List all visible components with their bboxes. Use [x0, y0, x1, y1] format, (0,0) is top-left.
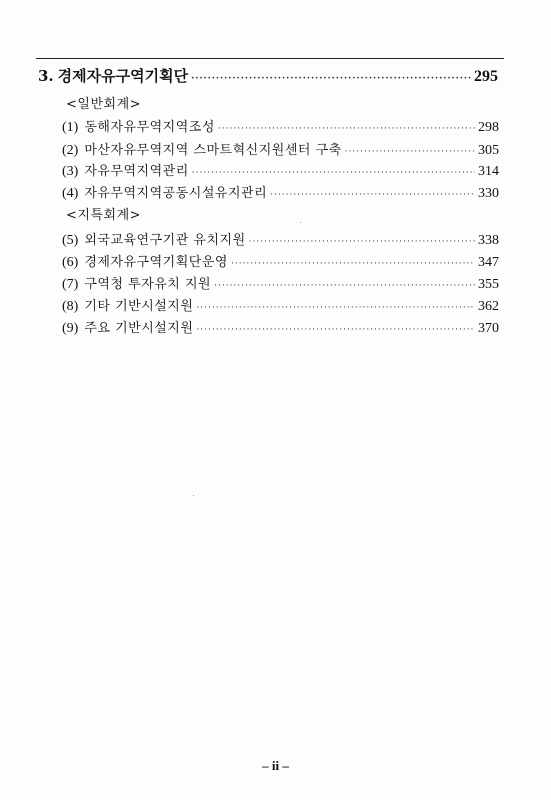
dot-leader	[196, 326, 475, 335]
dot-leader	[196, 304, 475, 313]
entry-title: 마산자유무역지역 스마트혁신지원센터 구축	[84, 143, 342, 158]
toc-entry[interactable]	[62, 295, 499, 315]
entry-title: 동해자유무역지역조성	[84, 120, 215, 135]
entry-number: (7)	[62, 277, 79, 292]
entry-page-number: 330	[478, 186, 499, 201]
entry-title: 기타 기반시설지원	[84, 299, 194, 314]
entry-number: (4)	[62, 186, 79, 201]
entry-page-number: 370	[478, 321, 499, 336]
page-footer-number: – ii –	[262, 758, 289, 773]
toc-entry[interactable]	[62, 317, 499, 337]
entry-number: (3)	[62, 164, 79, 179]
group-label-special-account: <지특회계>	[66, 208, 142, 223]
entry-title: 자유무역지역공동시설유지관리	[84, 186, 268, 201]
toc-entry[interactable]	[62, 273, 499, 293]
entry-title: 구역청 투자유치 지원	[84, 277, 212, 292]
entry-title: 자유무역지역관리	[84, 164, 189, 179]
dot-leader	[231, 260, 475, 269]
chapter-title: 경제자유구역기획단	[57, 67, 189, 85]
dot-leader	[345, 148, 475, 157]
entry-page-number: 338	[478, 233, 499, 248]
entry-page-number: 298	[478, 120, 499, 135]
dot-leader	[218, 125, 475, 134]
entry-title: 경제자유구역기획단운영	[84, 255, 228, 270]
toc-entry[interactable]	[62, 116, 499, 136]
chapter-page-number: 295	[474, 68, 498, 85]
entry-page-number: 305	[478, 143, 499, 158]
top-rule	[36, 58, 504, 59]
entry-number: (5)	[62, 233, 79, 248]
dot-leader	[270, 191, 475, 200]
entry-page-number: 355	[478, 277, 499, 292]
entry-number: (1)	[62, 120, 79, 135]
chapter-entry[interactable]	[38, 65, 498, 86]
dot-leader	[249, 238, 475, 247]
entry-title: 외국교육연구기관 유치지원	[84, 233, 246, 248]
dot-leader	[214, 282, 475, 291]
toc-entry[interactable]	[62, 139, 499, 159]
entry-page-number: 362	[478, 299, 499, 314]
entry-number: (9)	[62, 321, 79, 336]
entry-number: (6)	[62, 255, 79, 270]
toc-entry[interactable]	[62, 160, 499, 180]
entry-number: (2)	[62, 143, 79, 158]
scan-speck	[193, 495, 194, 496]
chapter-number: 3.	[38, 67, 54, 85]
group-label-general-account: <일반회계>	[66, 97, 142, 112]
dot-leader	[192, 169, 475, 178]
toc-entry[interactable]	[62, 229, 499, 249]
scan-speck	[300, 222, 301, 223]
entry-number: (8)	[62, 299, 79, 314]
toc-entry[interactable]	[62, 182, 499, 202]
toc-entry[interactable]	[62, 251, 499, 271]
entry-title: 주요 기반시설지원	[84, 321, 194, 336]
entry-page-number: 314	[478, 164, 499, 179]
dot-leader	[191, 75, 471, 84]
entry-page-number: 347	[478, 255, 499, 270]
